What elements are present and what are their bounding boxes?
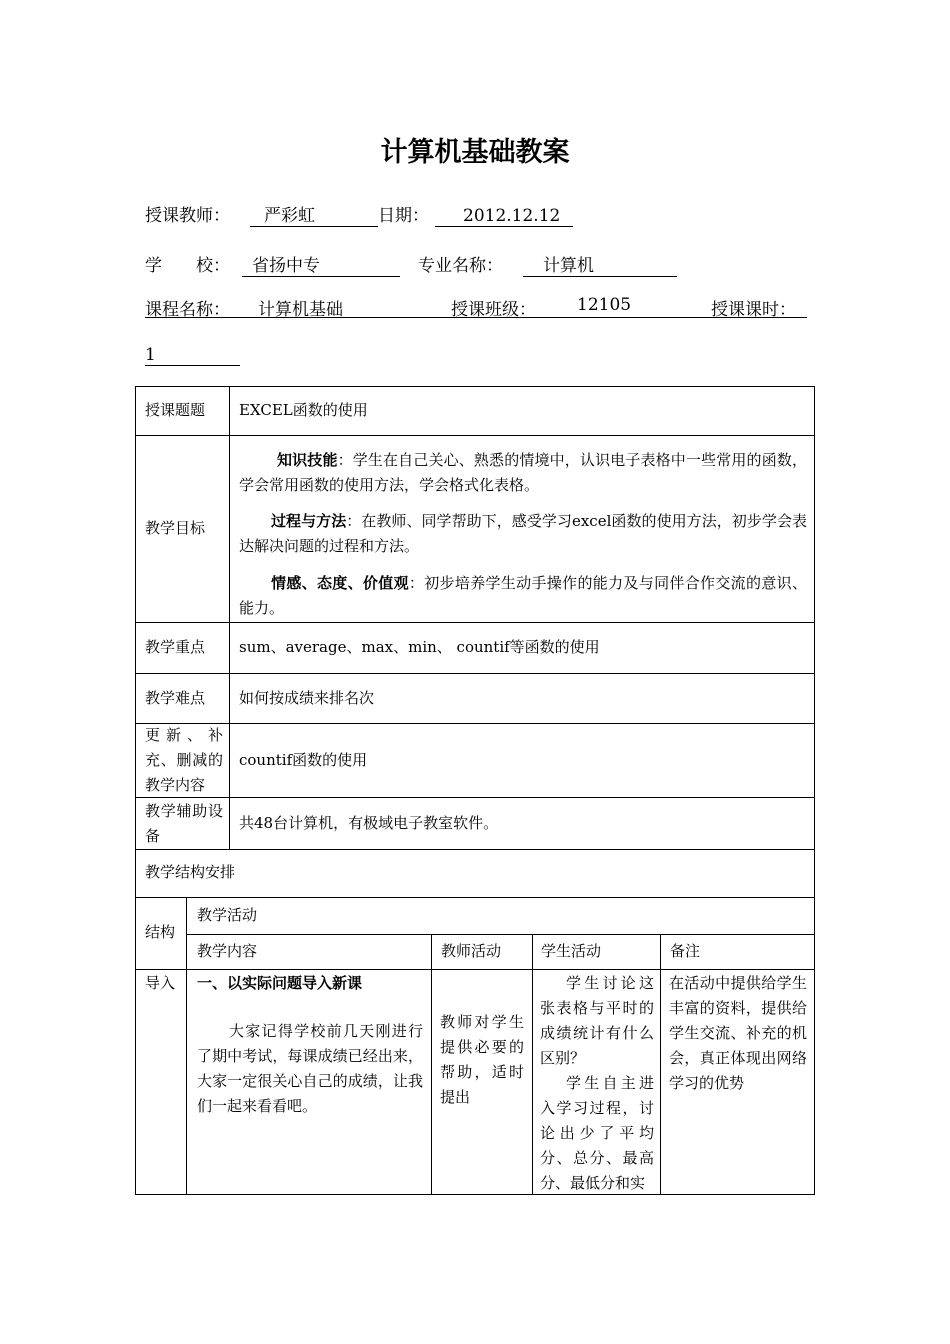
hard-label: 教学难点 xyxy=(145,689,206,707)
school-label: 学 校： xyxy=(145,256,230,276)
lesson-table xyxy=(135,386,815,1195)
row1-stage: 导入 xyxy=(145,974,176,992)
col-note: 备注 xyxy=(670,942,701,960)
goal-knowledge xyxy=(239,448,807,498)
row-divider xyxy=(135,969,815,970)
row-divider xyxy=(135,849,815,850)
col-divider xyxy=(532,934,533,1195)
teacher-value: 严彩虹 xyxy=(250,206,378,227)
row1-student xyxy=(540,971,654,1193)
goal-process xyxy=(239,509,807,559)
row-divider xyxy=(135,723,815,724)
topic-label: 授课题题 xyxy=(145,401,206,419)
key-label: 教学重点 xyxy=(145,638,206,656)
col-teacher: 教师活动 xyxy=(441,942,502,960)
hours-value: 1 xyxy=(145,345,240,366)
page-title: 计算机基础教案 xyxy=(380,137,570,168)
col-divider xyxy=(431,934,432,1195)
row1-student-2: 学生自主进入学习过程，讨论出少了平均分、总分、最高分、最低分和实 xyxy=(540,1074,654,1192)
row1-content: 大家记得学校前几天刚进行了期中考试，每课成绩已经出来，大家一定很关心自己的成绩，让我们一起来看看吧。 xyxy=(197,1022,423,1115)
date-label: 日期： xyxy=(378,206,429,226)
date-value: 2012.12.12 xyxy=(435,206,573,227)
goal-label: 教学目标 xyxy=(145,519,206,537)
row-divider xyxy=(135,622,815,623)
row-divider xyxy=(135,797,815,798)
course-value: 计算机基础 xyxy=(258,300,343,320)
col-divider xyxy=(229,386,230,849)
update-label: 更新、补充、删减的教学内容 xyxy=(145,726,223,794)
goal-emotion xyxy=(239,571,807,621)
course-label: 课程名称： xyxy=(145,300,230,320)
update-value: countif函数的使用 xyxy=(239,751,368,769)
school-value: 省扬中专 xyxy=(242,256,400,277)
row1-note: 在活动中提供给学生丰富的资料，提供给学生交流、补充的机会，真正体现出网络学习的优势 xyxy=(669,974,807,1092)
row1-student-1: 学生讨论这张表格与平时的成绩统计有什么区别？ xyxy=(540,974,654,1067)
goal2-text: ：在教师、同学帮助下，感受学习excel函数的使用方法，初步学会表达解决问题的过程和方法。 xyxy=(239,512,807,555)
row-divider xyxy=(135,435,815,436)
row1-heading: 一、以实际问题导入新课 xyxy=(197,974,363,992)
equip-value: 共48台计算机，有极域电子教室软件。 xyxy=(239,814,499,832)
table-border-bottom xyxy=(135,1194,815,1195)
header-line-teacher xyxy=(145,201,573,227)
col-divider xyxy=(660,934,661,1195)
row-divider xyxy=(135,673,815,674)
goal2-head: 过程与方法 xyxy=(271,512,347,530)
col-structure: 结构 xyxy=(145,923,176,941)
col-student: 学生活动 xyxy=(541,942,602,960)
row-divider xyxy=(135,897,815,898)
goal1-head: 知识技能 xyxy=(277,451,338,469)
hard-value: 如何按成绩来排名次 xyxy=(239,689,375,707)
row1-teacher: 教师对学生提供必要的帮助，适时提出 xyxy=(440,1013,524,1106)
hours-label: 授课课时： xyxy=(711,300,796,320)
major-label: 专业名称： xyxy=(418,256,503,276)
goal3-head: 情感、态度、价值观 xyxy=(271,574,409,592)
topic-value: EXCEL函数的使用 xyxy=(239,401,368,419)
col-activity: 教学活动 xyxy=(197,906,258,924)
col-divider xyxy=(186,897,187,1195)
table-border-left xyxy=(135,386,136,1195)
table-border-right xyxy=(814,386,815,1195)
equip-label: 教学辅助设备 xyxy=(145,802,223,845)
key-value: sum、average、max、min、 countif等函数的使用 xyxy=(239,638,600,656)
goal1-text: ：学生在自己关心、熟悉的情境中，认识电子表格中一些常用的函数，学会常用函数的使用方法，学会格式化表格。 xyxy=(239,451,807,494)
class-value: 12105 xyxy=(577,295,632,315)
class-label: 授课班级： xyxy=(451,300,536,320)
header-line-school xyxy=(145,251,677,277)
goal3-text: ：初步培养学生动手操作的能力及与同伴合作交流的意识、能力。 xyxy=(239,574,807,617)
row-divider xyxy=(186,934,815,935)
table-border-top xyxy=(135,386,815,387)
major-value: 计算机 xyxy=(523,256,677,277)
header-line-course xyxy=(145,295,807,318)
structure-title: 教学结构安排 xyxy=(145,863,236,881)
teacher-label: 授课教师： xyxy=(145,206,230,226)
col-content: 教学内容 xyxy=(197,942,258,960)
